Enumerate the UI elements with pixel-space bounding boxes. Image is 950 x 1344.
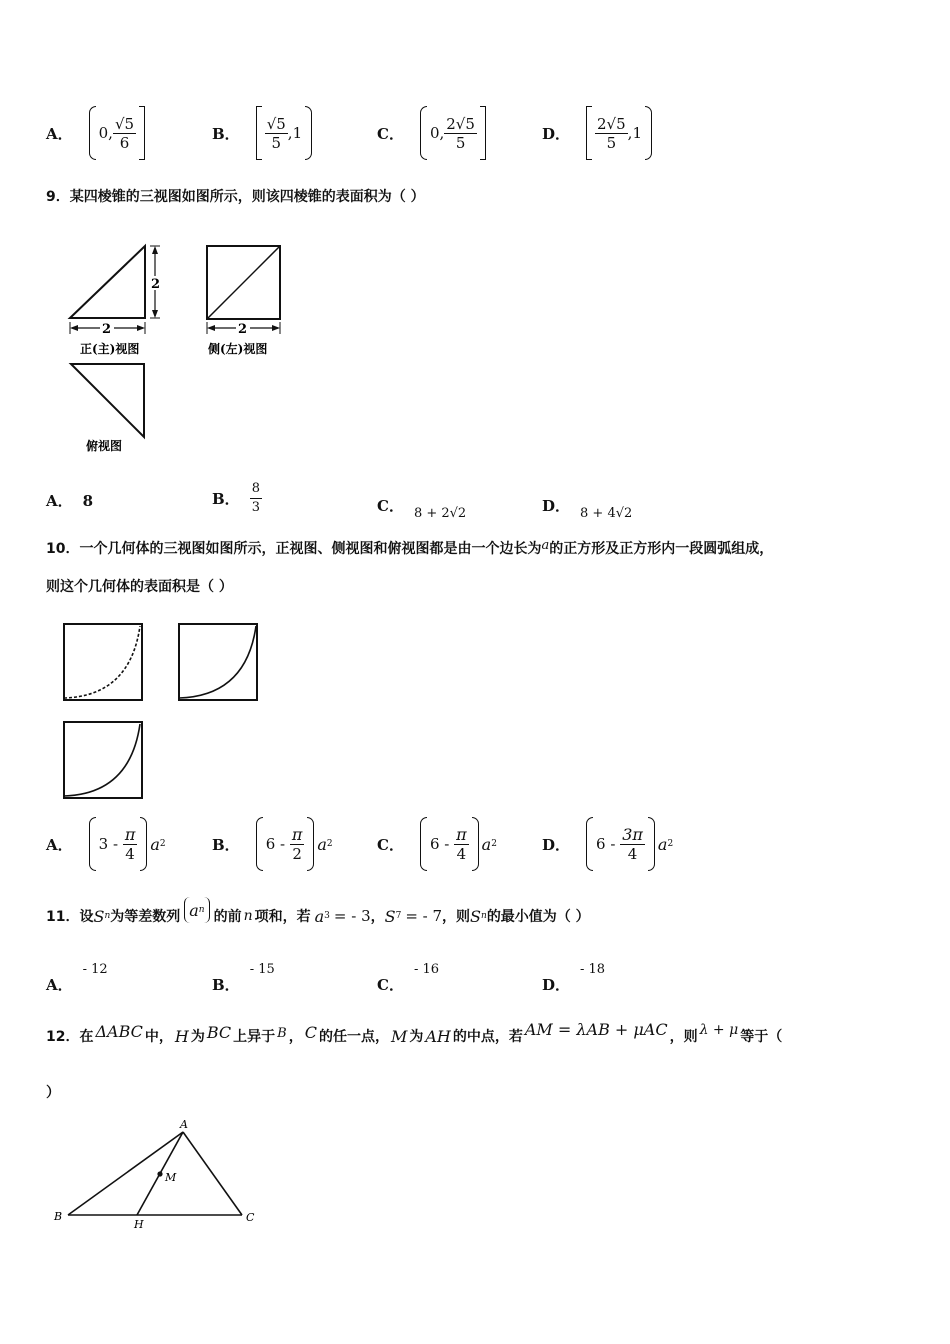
stem-text: 为 [409,1029,424,1045]
fraction-numerator: 3π [622,824,643,844]
option-label: C． [377,497,404,515]
fraction-denominator: 4 [125,844,135,863]
var-S: S [93,906,105,926]
fraction-numerator: √5 [114,114,135,133]
top-view-arc [64,724,140,796]
q10-option-c[interactable] [377,816,503,872]
stem-text: 项和，若 [254,909,311,925]
suffix-a: a [657,834,668,854]
q9-option-b[interactable] [212,480,262,517]
suffix-a: a [317,834,327,854]
variable-a: a [541,538,550,553]
stem-text: ，则 [669,1029,698,1045]
suffix-a: a [150,834,160,854]
q9-option-d[interactable] [542,490,632,521]
lambda-plus-mu: λ + μ [699,1022,739,1038]
label-B: B [54,1210,63,1223]
fraction-denominator: 5 [455,133,466,152]
stem-text: 中， [144,1029,173,1045]
option-label: A． [46,835,73,854]
q10-stem-line1 [46,538,773,558]
subscript-n: n [481,911,487,921]
stem-text: 11．设 [46,909,94,925]
dim-label-side: 2 [238,322,248,337]
fraction-denominator: 3 [251,500,260,515]
top-view-triangle [71,364,144,437]
sequence-a: a [189,900,199,920]
option-value: - 18 [580,962,606,977]
side-AC [183,1132,242,1215]
q10-stem-line2: 则这个几何体的表面积是（ ） [46,579,233,595]
triangle-ABC: ΔABC [95,1021,143,1041]
suffix-exponent: 2 [326,839,333,849]
segment-AH: AH [425,1026,451,1046]
front-view-triangle [70,246,145,318]
interval-right: ,1 [287,124,303,142]
label-C: C [246,1211,255,1224]
option-label: C． [377,124,404,143]
option-label: A． [46,124,73,143]
label-M: M [165,1171,177,1184]
option-label: D． [542,976,571,994]
front-view-arc [64,626,140,698]
a3-value: = - 3 [333,907,371,925]
q11-option-d[interactable] [542,962,605,995]
vector-equation: AM = λAB + μAC [524,1019,668,1039]
stem-text: 的正方形及正方形内一段圆弧组成， [549,541,774,557]
option-label: C． [377,976,404,994]
stem-text: 上异于 [233,1029,276,1045]
fraction-denominator: 6 [119,133,130,152]
interval-right: ,1 [627,124,642,142]
interval-left: 0, [98,124,113,142]
dim-label-front: 2 [102,322,112,337]
option-value: 8 + 4√2 [580,506,633,521]
q8-option-a[interactable] [46,105,151,161]
expr-whole: 6 - [596,835,616,853]
stem-text: 为 [190,1029,205,1045]
option-label: B． [212,490,240,508]
q9-option-c[interactable] [377,490,466,521]
option-label: D． [542,497,571,515]
fraction-numerator: π [124,824,136,844]
fraction-numerator: 8 [250,480,262,499]
option-label: D． [542,124,571,143]
stem-text: ，则 [442,909,471,925]
var-S7: S [384,906,396,926]
q8-option-b[interactable] [212,105,318,161]
subscript-n: n [198,905,205,915]
stem-text: 为等差数列 [110,909,181,925]
fraction-denominator: 4 [627,844,638,863]
stem-text: 12．在 [46,1029,94,1045]
expr-whole: 6 - [265,835,286,853]
label-H: H [134,1218,144,1231]
label-A: A [180,1118,188,1131]
stem-text: 的任一点， [318,1029,389,1045]
option-label: A． [46,492,73,510]
point-H: H [174,1026,189,1046]
option-value: - 16 [413,962,440,977]
stem-text: ， [288,1029,303,1045]
q11-option-a[interactable] [46,962,108,995]
q11-option-c[interactable] [377,962,439,995]
segment-BC: BC [206,1022,232,1042]
expr-whole: 3 - [98,835,119,853]
point-M: M [390,1026,408,1046]
suffix-exponent: 2 [159,839,166,849]
stem-text: 的前 [213,909,242,925]
suffix-a: a [481,834,492,854]
S7-value: = - 7 [405,907,443,925]
q12-stem-line1 [46,1019,783,1046]
fraction-numerator: 2√5 [446,114,475,133]
side-view-caption: 侧(左)视图 [208,342,268,356]
q10-option-d[interactable] [542,816,679,872]
stem-text: ， [370,909,385,925]
fraction-denominator: 5 [606,133,617,152]
fraction-numerator: 2√5 [597,114,626,133]
q8-option-d[interactable] [542,105,658,161]
fraction-denominator: 2 [292,844,302,863]
var-S: S [470,906,482,926]
subscript-7: 7 [395,911,402,921]
point-B: B [277,1025,287,1041]
front-view-caption: 正(主)视图 [80,342,140,356]
option-label: C． [377,835,404,854]
option-value: - 12 [82,962,108,977]
subscript-n: n [104,911,111,921]
fraction-numerator: √5 [266,114,286,133]
option-label: B． [212,124,240,143]
subscript-3: 3 [324,911,330,921]
q11-stem [46,900,590,926]
q9-option-a[interactable] [46,490,93,511]
stem-text: 等于（ [740,1029,783,1045]
interval-left: 0, [429,124,445,142]
fraction-denominator: 5 [271,133,282,152]
q10-three-view-figure [58,618,268,803]
option-value: 8 + 2√2 [413,506,467,521]
stem-text: 的最小值为（ ） [486,909,590,925]
fraction-denominator: 4 [456,844,467,863]
var-a3: a [314,906,325,926]
var-n: n [243,908,253,924]
top-view-caption: 俯视图 [86,439,123,453]
q9-three-view-figure [60,238,300,458]
stem-text: 的中点，若 [452,1029,523,1045]
q12-triangle-figure [48,1112,268,1237]
q9-stem: 9．某四棱锥的三视图如图所示，则该四棱锥的表面积为（ ） [46,189,425,205]
fraction-numerator: π [456,824,467,844]
fraction-numerator: π [291,824,303,844]
option-label: D． [542,835,571,854]
suffix-exponent: 2 [491,839,497,849]
option-value: 8 [82,491,94,510]
option-label: B． [212,976,240,994]
point-M-dot [157,1171,162,1176]
q11-option-b[interactable] [212,962,275,995]
q8-option-c[interactable] [377,105,492,161]
dim-label-vertical: 2 [151,277,161,292]
side-view-arc [179,626,256,698]
q10-option-b[interactable] [212,816,339,872]
option-label: B． [212,835,240,854]
suffix-exponent: 2 [667,839,674,849]
option-value: - 15 [249,962,275,977]
point-C: C [304,1022,317,1042]
expr-whole: 6 - [429,835,450,853]
option-label: A． [46,976,73,994]
q10-option-a[interactable] [46,816,172,872]
q12-stem-line2: ） [46,1085,60,1101]
stem-text: 10．一个几何体的三视图如图所示，正视图、侧视图和俯视图都是由一个边长为 [46,541,542,557]
